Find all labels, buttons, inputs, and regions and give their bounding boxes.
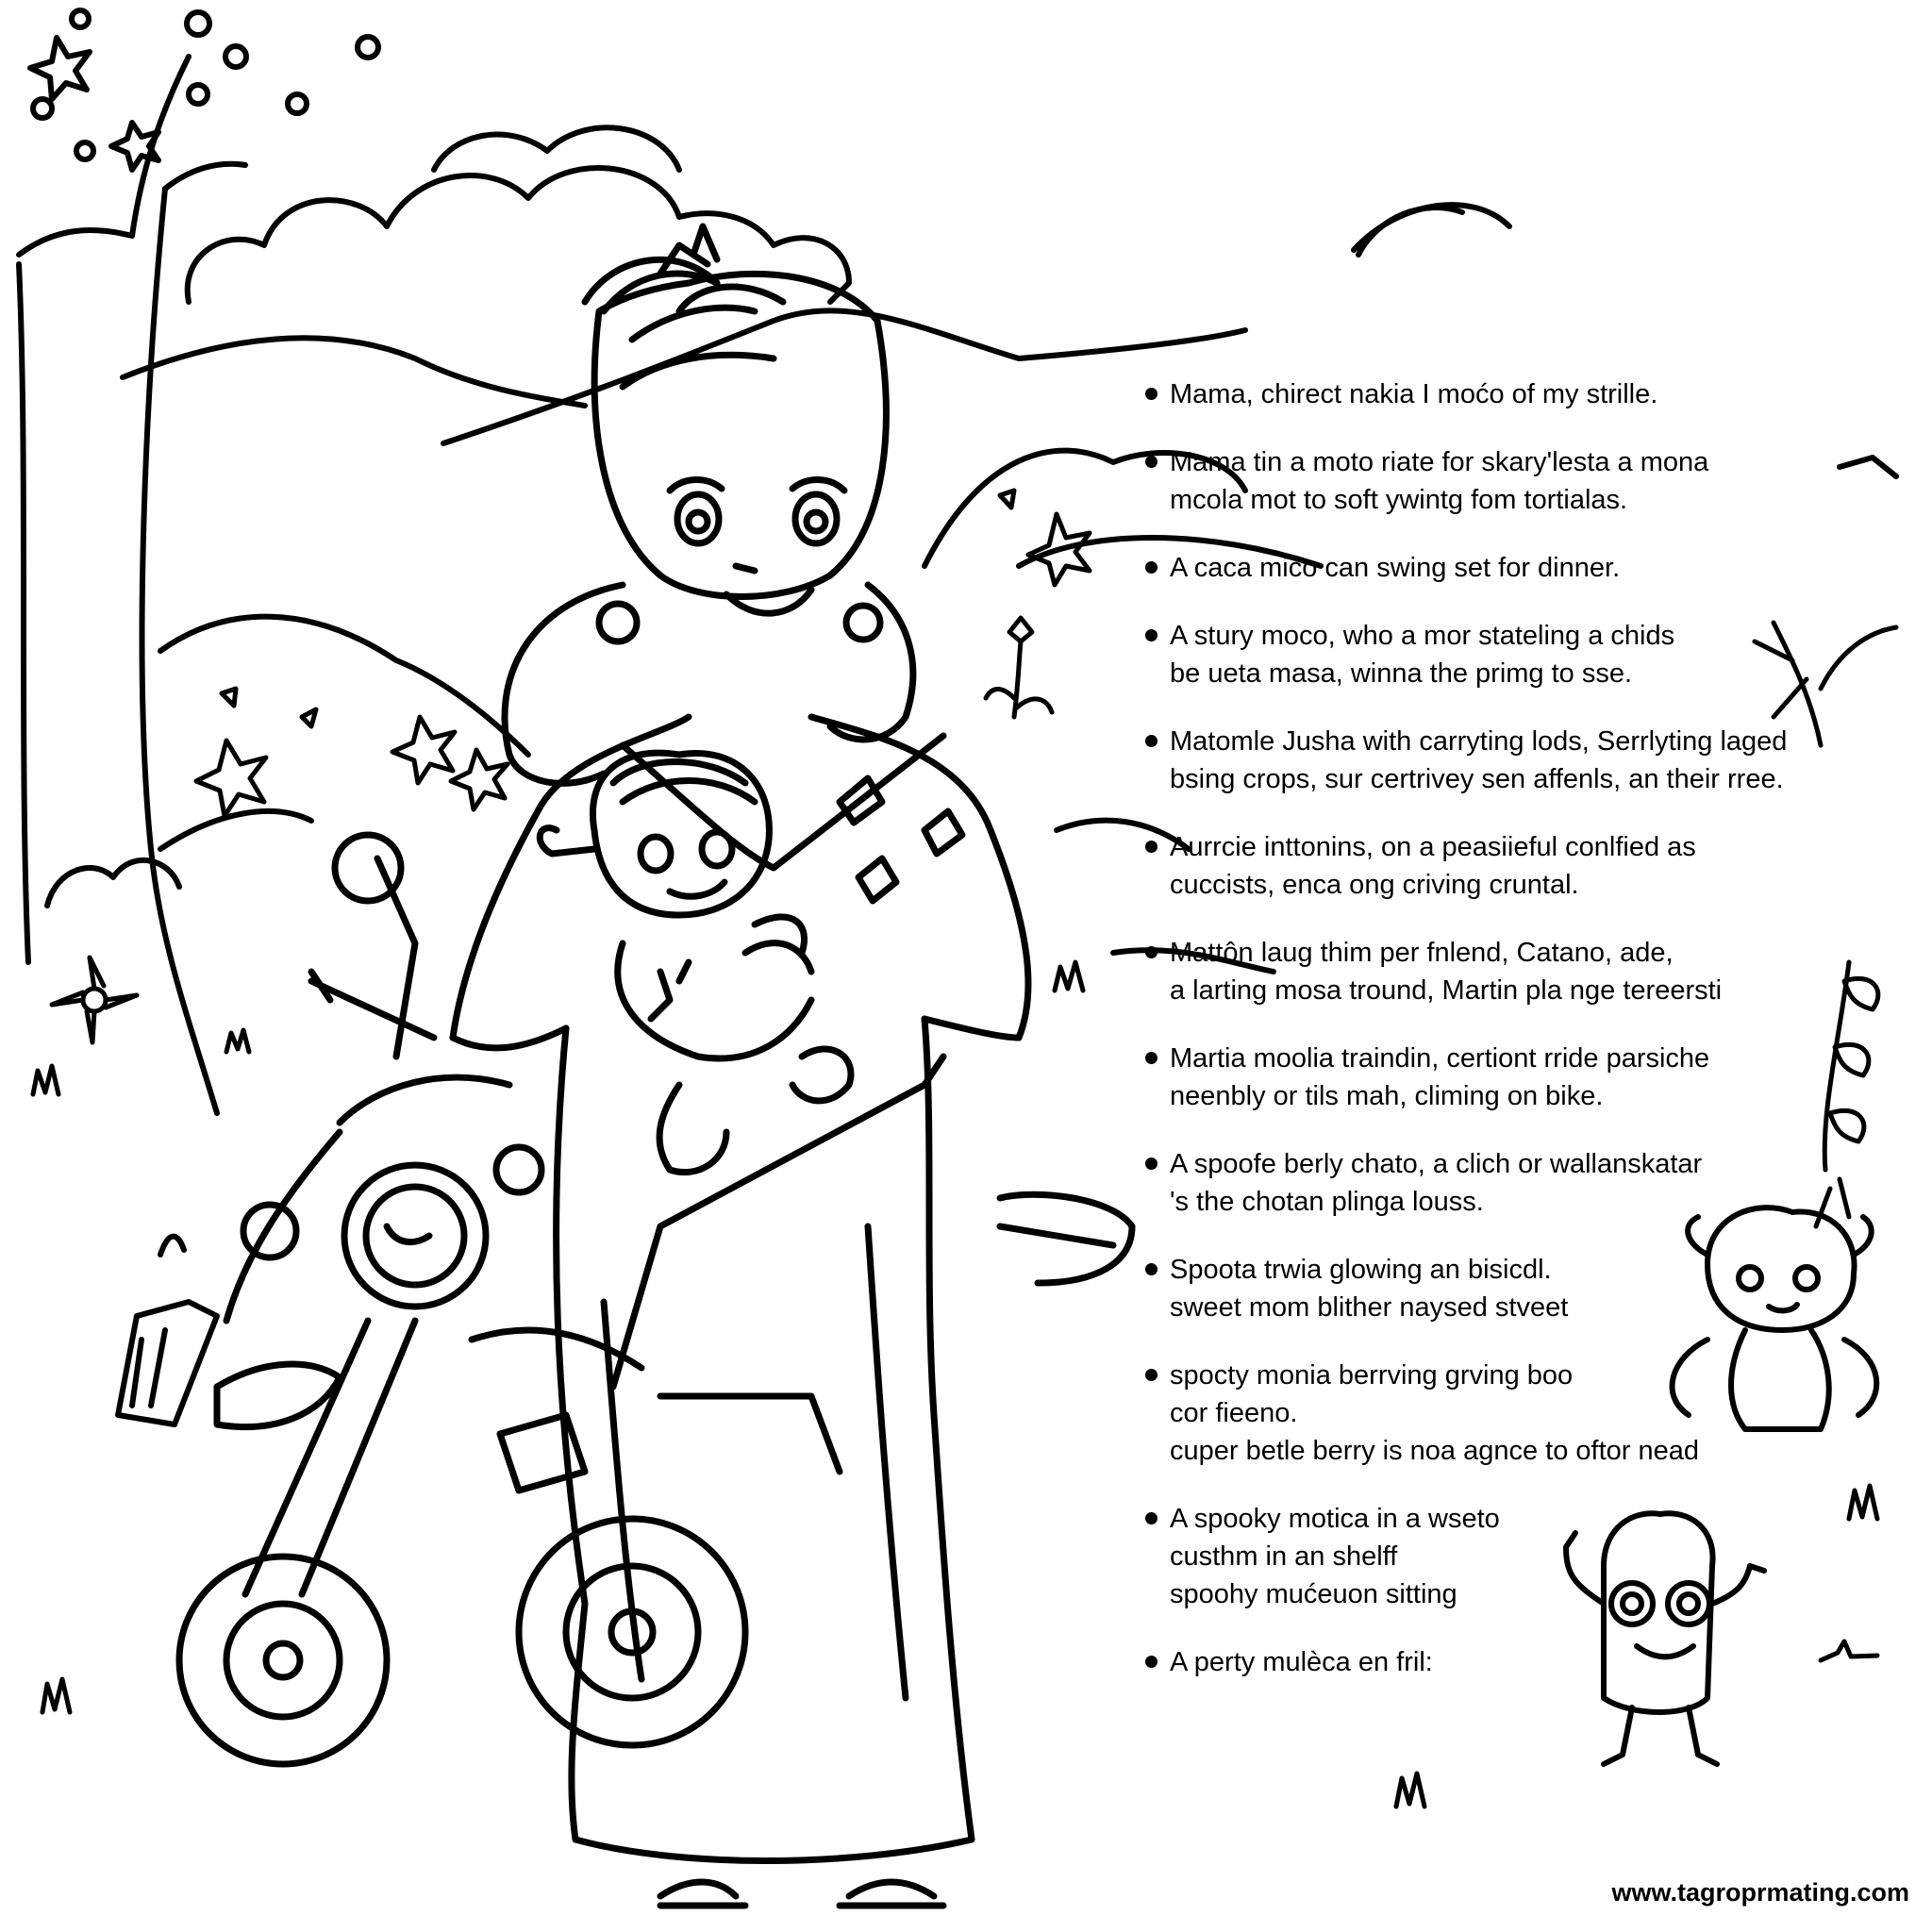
caption-line: be ueta masa, winna the primg to sse. <box>1170 658 1633 689</box>
caption-item <box>1141 723 1915 798</box>
caption-item <box>1141 1040 1915 1115</box>
caption-item <box>1141 934 1915 1009</box>
caption-item <box>1141 375 1915 413</box>
caption-item <box>1141 1145 1915 1221</box>
caption-line: sweet mom blither naysed stveet <box>1170 1292 1569 1323</box>
caption-line: bsing crops, sur certrivey sen affenls, an their rree. <box>1170 764 1784 794</box>
caption-line: Matomle Jusha with carryting lods, Serrlyting laged <box>1170 726 1788 757</box>
caption-line: A caca mico can swing set for dinner. <box>1170 553 1621 583</box>
caption-item <box>1141 617 1915 692</box>
footer-url: www.tagroprmating.com <box>1611 1878 1909 1907</box>
caption-line: cuccists, enca ong criving cruntal. <box>1170 870 1579 900</box>
caption-line: Martia moolia traindin, certiont rride parsiche <box>1170 1043 1710 1074</box>
caption-line: 's the chotan plinga louss. <box>1170 1187 1484 1217</box>
caption-item <box>1141 1643 1915 1681</box>
caption-item <box>1141 1500 1915 1613</box>
caption-item <box>1141 828 1915 904</box>
caption-line: spocty monia berrving grving boo <box>1170 1360 1574 1391</box>
caption-line: A spoofe berly chato, a clich or wallanskatar <box>1170 1149 1703 1179</box>
baby-icon <box>540 753 851 1172</box>
caption-line: Mattôn laug thim per fnlend, Catano, ade, <box>1170 938 1674 968</box>
motorcycle-icon <box>179 835 1132 1764</box>
caption-line: spoohy mućeuon sitting <box>1170 1579 1457 1609</box>
caption-item <box>1141 443 1915 519</box>
caption-item <box>1141 1357 1915 1470</box>
caption-line: mcola mot to soft ywintg fom tortialas. <box>1170 485 1628 515</box>
caption-line: cor fieeno. <box>1170 1398 1298 1428</box>
caption-line: A stury moco, who a mor stateling a chids <box>1170 621 1675 651</box>
caption-line: A perty mulèca en fril: <box>1170 1647 1433 1677</box>
caption-line: a larting mosa tround, Martin pla nge tereersti <box>1170 975 1723 1006</box>
caption-line: custhm in an shelff <box>1170 1541 1398 1572</box>
caption-line: Mama tin a moto riate for skary'lesta a mona <box>1170 447 1709 477</box>
caption-line: cuper betle berry is noa agnce to oftor nead <box>1170 1436 1700 1466</box>
caption-item <box>1141 1251 1915 1326</box>
hills-icon <box>47 310 1321 972</box>
tree-icon <box>19 10 378 1113</box>
caption-list <box>1141 375 1915 1711</box>
caption-line: Aurrcie inttonins, on a peasiieful conlfied as <box>1170 832 1696 862</box>
caption-line: Spoota trwia glowing an bisicdl. <box>1170 1255 1552 1285</box>
caption-line: Mama, chirect nakia I moćo of my strille. <box>1170 379 1658 409</box>
caption-line: neenbly or tils mah, climing on bike. <box>1170 1081 1604 1111</box>
caption-line: A spooky motica in a wseto <box>1170 1504 1500 1534</box>
caption-item <box>1141 549 1915 587</box>
lantern-icon <box>118 1237 217 1424</box>
